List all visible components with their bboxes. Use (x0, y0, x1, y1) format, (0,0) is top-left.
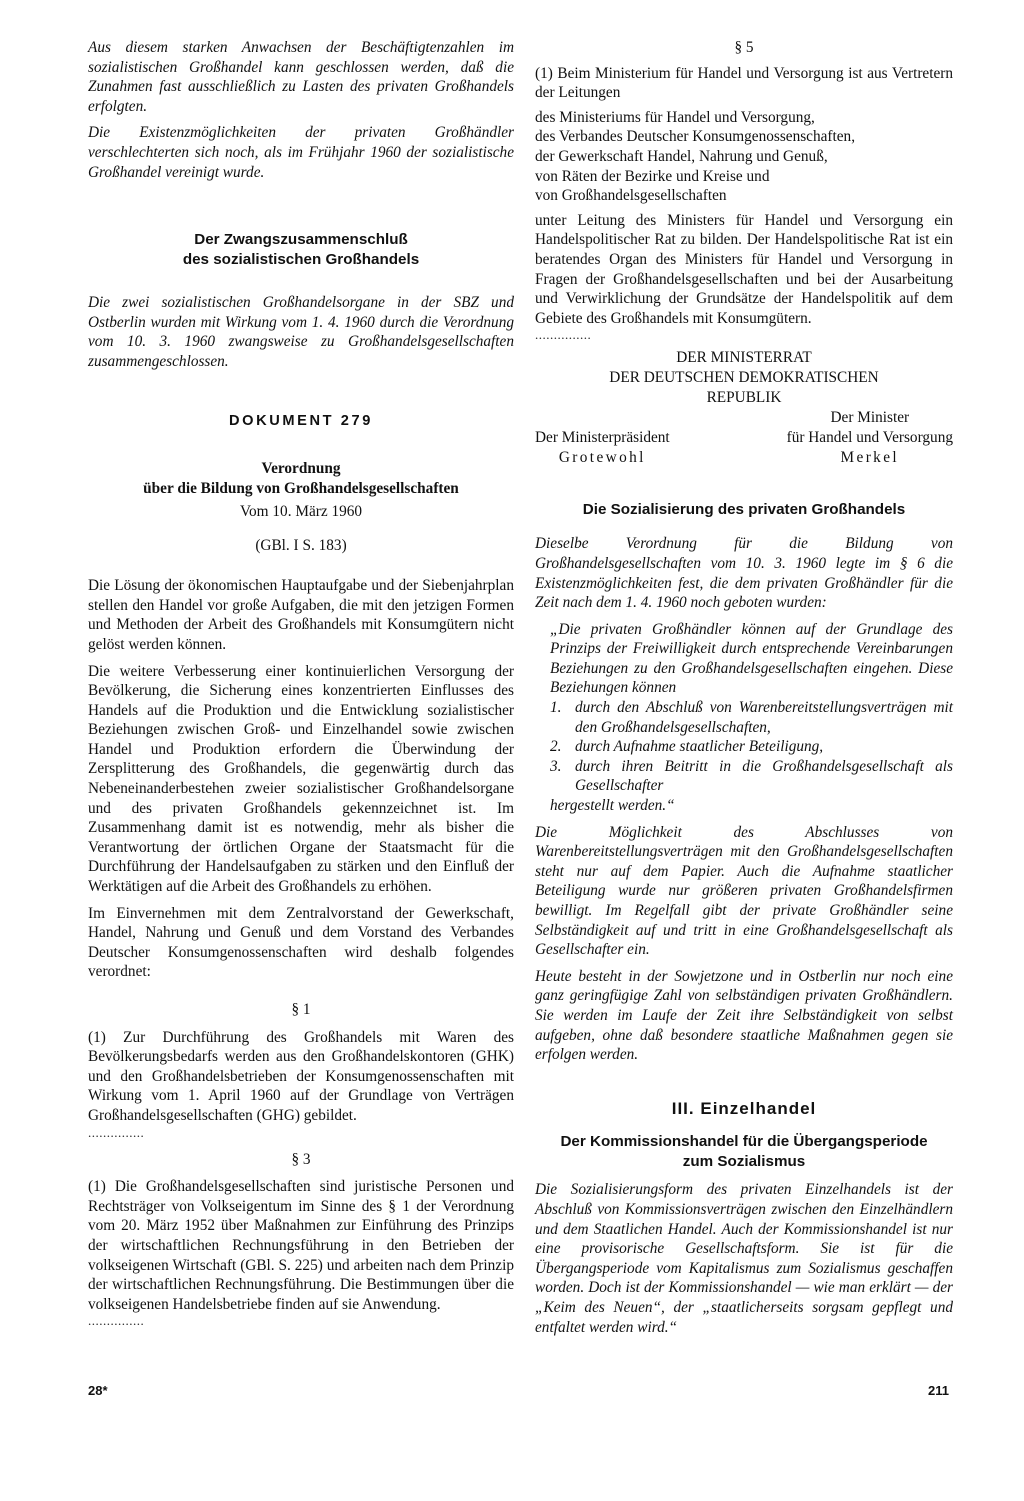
decree-title: Verordnung (261, 460, 341, 478)
body-paragraph: Die Sozialisierungsform des privaten Einzelhandels ist der Abschluß von Kommissionsverträgen zwischen den Einzelhändlern und dem Staatlichen Handel. Auch der Kommissionshandel ist nur eine provisorische Gesellschaftsform. Sie ist für die Übergangsperiode vom Kapitalismus zum Sozialismus geschaffen worden. Doch ist der Kommissionshandel — wie man erklärt — der „Keim des Neuen“, der „staatlicherseits sorgsam gepflegt und entfaltet werden wird.“ (535, 1181, 953, 1336)
quote-list-item (535, 757, 953, 796)
signature-name: Merkel (840, 449, 900, 467)
section-text: (1) Die Großhandelsgesellschaften sind juristische Personen und Rechtsträger von Volkseigentum im Sinne des § 1 der Verordnung vom 20. März 1952 über Maßnahmen zur Einführung des Prinzips der wirtschaftlichen Rechnungsführung in den Betrieben der volkseigenen Wirtschaft (GBl. S. 225) und arbeiten nach dem Prinzip der wirtschaftlichen Rechnungsführung. Die Bestimmungen über die volkseigenen Handelsbetriebe finden auf sie Anwendung. (88, 1178, 514, 1313)
section-heading: Der Kommissionshandel für die Übergangsperiode (560, 1133, 928, 1151)
council-name: DER DEUTSCHEN DEMOKRATISCHEN (609, 369, 879, 387)
body-paragraph: Im Einvernehmen mit dem Zentralvorstand der Gewerkschaft, Handel, Nahrung und Genuß und dem Vorstand des Verbandes Deutscher Konsumgenossenschaften wird deshalb folgendes verordnet: (88, 904, 514, 981)
signature-mark: 28* (88, 1383, 108, 1398)
intro-paragraph: Die Existenzmöglichkeiten der privaten Großhändler verschlechterten sich noch, als im Frühjahr 1960 der sozialistische Großhandel vereinigt wurde. (88, 124, 514, 181)
decree-reference: (GBl. I S. 183) (255, 537, 347, 555)
quote-list-item (535, 698, 953, 737)
signature-title: Der Minister (830, 409, 910, 427)
chapter-heading: III. Einzelhandel (671, 1098, 817, 1118)
signature-title: für Handel und Versorgung (786, 429, 953, 447)
section-label: § 1 (291, 1001, 311, 1018)
section-heading: zum Sozialismus (682, 1153, 806, 1171)
ellipsis-dots: ............... (535, 327, 592, 343)
decree-date: Vom 10. März 1960 (239, 503, 363, 521)
list-text: durch ihren Beitritt in die Großhandelsgesellschaft als Gesellschafter (575, 757, 953, 795)
list-item: von Großhandelsgesellschaften (535, 187, 727, 205)
ellipsis-dots: ............... (88, 1124, 145, 1140)
signature-minister (787, 408, 953, 468)
list-number: 2. (550, 738, 562, 756)
ellipsis-dots: ............... (88, 1313, 145, 1329)
body-paragraph: Die Lösung der ökonomischen Hauptaufgabe und der Siebenjahrplan stellen den Handel vor große Aufgaben, die mit den jetzigen Formen und Methoden der Arbeit des Großhandels mit Konsumgütern nicht gelöst werden können. (88, 577, 514, 653)
quote-end: hergestellt werden.“ (550, 797, 675, 815)
quote-paragraph: „Die privaten Großhändler können auf der Grundlage des Prinzips der Freiwilligkeit durch entsprechende Vereinbarungen Beziehungen zu den Großhandelsgesellschaften eingehen. Diese Beziehungen können (550, 620, 953, 697)
representatives-list (535, 108, 953, 206)
section-label: § 5 (734, 39, 754, 56)
list-text: durch den Abschluß von Warenbereitstellungsverträgen mit den Großhandelsgesellschaften, (575, 699, 953, 736)
list-item: des Verbandes Deutscher Konsumgenossenschaften, (535, 128, 856, 146)
left-column (88, 38, 514, 1328)
page-number: 211 (928, 1383, 949, 1398)
section-heading: Der Zwangszusammenschluß (194, 231, 408, 249)
list-item: der Gewerkschaft Handel, Nahrung und Genuß, (535, 147, 828, 165)
signature-prime-minister (535, 408, 670, 468)
list-number: 1. (550, 699, 562, 717)
signature-row (535, 408, 953, 468)
intro-paragraph: Aus diesem starken Anwachsen der Beschäftigtenzahlen im sozialistischen Großhandel kann geschlossen werden, daß die Zunahmen fast ausschließlich zu Lasten des privaten Großhandels erfolgten. (88, 39, 514, 115)
body-paragraph: Die weitere Verbesserung einer kontinuierlichen Versorgung der Bevölkerung, die Sicherung eines konzentrierten Einflusses des Handels auf die Produktion und die Entwicklung sozialistischer Beziehungen zwischen Groß- und Einzelhandel sowie zwischen Handel und Produktion erfordern die Überwindung der Zersplitterung des Großhandels, die gegenwärtig durch das Nebeneinanderbestehen zweier sozialistischer Großhandelsorgane und des privaten Großhandels gekennzeichnet ist. Im Zusammenhang damit ist es notwendig, mehr als bisher die Verantwortung der örtlichen Organe der Staatsmacht für die Durchführung der Handelsaufgaben zu stärken und den Einfluß der Werktätigen auf die Arbeit des Großhandels zu erhöhen. (88, 662, 514, 896)
body-paragraph: Dieselbe Verordnung für die Bildung von Großhandelsgesellschaften vom 10. 3. 1960 legte im § 6 die Existenzmöglichkeiten fest, die dem privaten Großhändler für die Zeit nach dem 1. 4. 1960 noch geboten wurden: (535, 535, 953, 612)
council-signature-block (535, 348, 953, 468)
section-label: § 3 (291, 1150, 311, 1168)
signature-title: Der Ministerpräsident (535, 429, 670, 447)
quote-list (535, 698, 953, 796)
document-label: DOKUMENT 279 (229, 412, 373, 429)
council-name: REPUBLIK (706, 389, 782, 407)
section-text: (1) Zur Durchführung des Großhandels mit Waren des Bevölkerungsbedarfs werden aus den Großhandelskontoren (GHK) und den Großhandelsbetrieben der Konsumgenossenschaften mit Wirkung vom 1. April 1960 auf der Grundlage von Verträgen Großhandelsgesellschaften (GHG) gebildet. (88, 1028, 514, 1124)
list-item: des Ministeriums für Handel und Versorgung, (535, 108, 815, 126)
decree-title: über die Bildung von Großhandelsgesellschaften (143, 480, 459, 498)
section-text: (1) Beim Ministerium für Handel und Versorgung ist aus Vertretern der Leitungen (535, 64, 953, 102)
list-text: durch Aufnahme staatlicher Beteiligung, (575, 738, 824, 756)
body-paragraph: Heute besteht in der Sowjetzone und in Ostberlin nur noch eine ganz geringfügige Zahl von selbständigen privaten Großhändlern. Sie werden im Laufe der Zeit ihre Selbständigkeit von selbst aufgeben, ohne daß besondere staatliche Maßnahmen gegen sie erfolgen werden. (535, 967, 953, 1064)
summary-paragraph: Die zwei sozialistischen Großhandelsorgane in der SBZ und Ostberlin wurden mit Wirkung vom 1. 4. 1960 durch die Verordnung vom 10. 3. 1960 zwangsweise zu Großhandelsgesellschaften zusammengeschlossen. (88, 294, 514, 370)
right-column (535, 38, 953, 1337)
body-paragraph: Die Möglichkeit des Abschlusses von Warenbereitstellungsverträgen mit den Großhandelsgesellschaften steht nur auf dem Papier. Auch die Aufnahme staatlicher Beteiligung wurde nur größeren privaten Großhandelsfirmen bewilligt. Im Regelfall gibt der private Großhändler seine Selbständigkeit auf und tritt in eine Großhandelsgesellschaft als Gesellschafter ein. (535, 823, 953, 959)
list-item: von Räten der Bezirke und Kreise und (535, 167, 770, 185)
section-text: unter Leitung des Ministers für Handel und Versorgung ein Handelspolitischer Rat zu bilden. Der Handelspolitische Rat ist ein beratendes Organ des Ministers für Handel und Versorgung in Fragen der Großhandelsgesellschaften und bei der Ausarbeitung und Verwirklichung der Grundsätze der Handelspolitik auf dem Gebiete des Großhandels mit Konsumgütern. (535, 211, 953, 327)
section-heading: Die Sozialisierung des privaten Großhandels (582, 501, 906, 519)
council-name: DER MINISTERRAT (676, 349, 812, 367)
list-number: 3. (550, 757, 562, 775)
quote-list-item (535, 737, 953, 757)
section-heading: des sozialistischen Großhandels (182, 251, 420, 269)
signature-name: Grotewohl (558, 449, 646, 467)
